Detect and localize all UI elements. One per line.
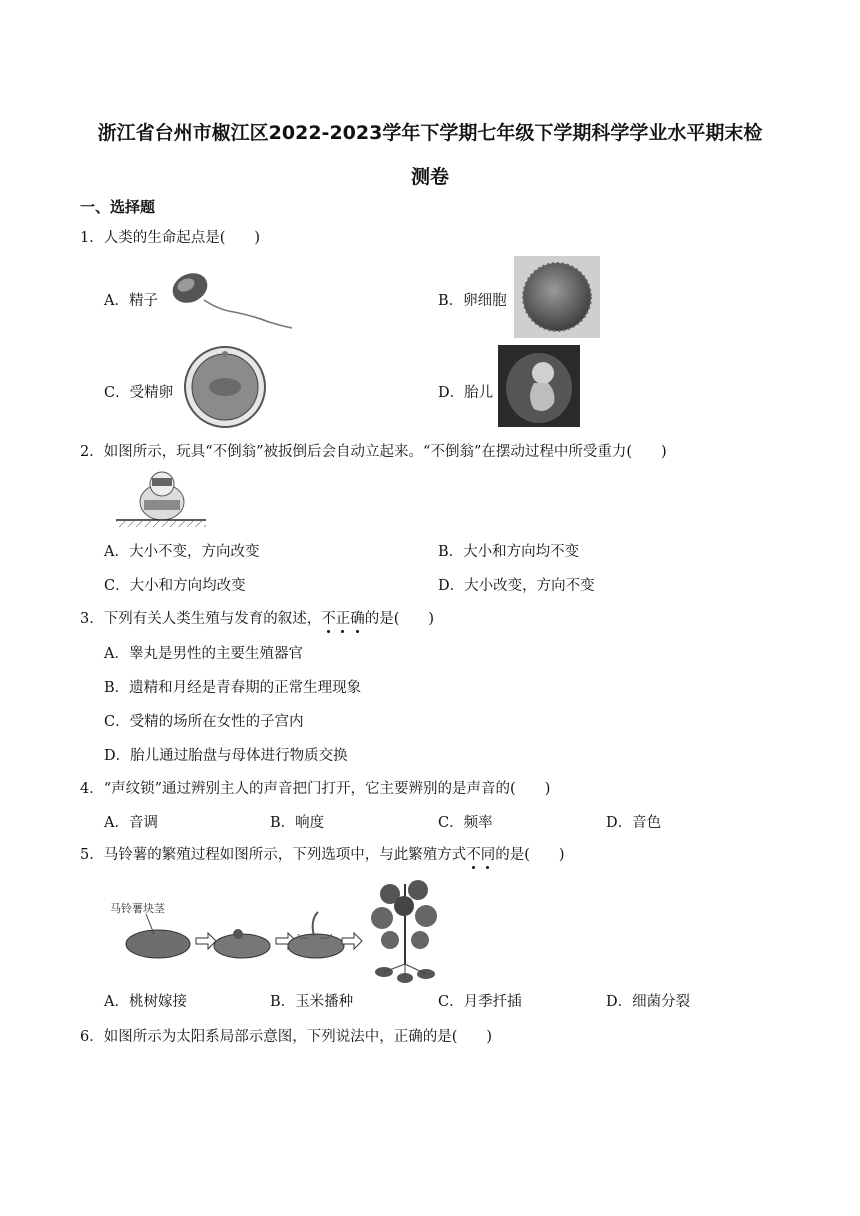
tumbler-toy-image <box>114 464 208 528</box>
q3-stem: 3．下列有关人类生殖与发育的叙述，不正确的是( ) <box>80 607 434 628</box>
exam-title-line2: 测卷 <box>410 166 449 188</box>
emphasis-char: 不 <box>321 607 336 628</box>
q3-option-a: A．睾丸是男性的主要生殖器官 <box>104 646 303 662</box>
q1-option-d: D．胎儿 <box>438 385 494 401</box>
q3-option-d: D．胎儿通过胎盘与母体进行物质交换 <box>104 748 348 764</box>
q3-option-c: C．受精的场所在女性的子宫内 <box>104 714 304 730</box>
q3-option-b: B．遗精和月经是青春期的正常生理现象 <box>104 680 362 696</box>
q2-option-d: D．大小改变，方向不变 <box>438 578 595 594</box>
q4-option-d: D．音色 <box>606 815 662 831</box>
fertilized-egg-image <box>182 345 268 429</box>
q5-option-b: B．玉米播种 <box>270 994 354 1010</box>
q1-option-b: B．卵细胞 <box>438 293 507 309</box>
q1-option-c: C．受精卵 <box>104 385 174 401</box>
fetus-image <box>498 345 580 427</box>
egg-cell-image <box>514 256 600 338</box>
emphasis-char: 正 <box>336 607 351 628</box>
q6-stem: 6．如图所示为太阳系局部示意图，下列说法中，正确的是( ) <box>80 1029 493 1045</box>
q4-option-b: B．响度 <box>270 815 325 831</box>
q5-option-d: D．细菌分裂 <box>606 994 691 1010</box>
emphasis-char: 确 <box>350 607 365 628</box>
section-heading: 一、选择题 <box>80 198 156 216</box>
q1-option-a: A．精子 <box>104 293 158 309</box>
q2-stem: 2．如图所示，玩具“不倒翁”被扳倒后会自动立起来。“不倒翁”在摆动过程中所受重力( ) <box>80 444 667 460</box>
exam-title-line1: 浙江省台州市椒江区2022-2023学年下学期七年级下学期科学学业水平期末检 <box>97 122 763 144</box>
emphasis-char: 同 <box>481 843 496 864</box>
figure-label: 马铃薯块茎 <box>110 902 165 915</box>
q2-option-c: C．大小和方向均改变 <box>104 578 246 594</box>
q5-option-c: C．月季扦插 <box>438 994 522 1010</box>
q4-option-a: A．音调 <box>104 815 158 831</box>
potato-propagation-figure <box>120 874 440 984</box>
q5-option-a: A．桃树嫁接 <box>104 994 187 1010</box>
q4-stem: 4．“声纹锁”通过辨别主人的声音把门打开，它主要辨别的是声音的( ) <box>80 781 551 797</box>
q1-stem: 1．人类的生命起点是( ) <box>80 230 261 246</box>
q5-stem: 5．马铃薯的繁殖过程如图所示，下列选项中，与此繁殖方式不同的是( ) <box>80 843 565 864</box>
emphasis-char: 不 <box>466 843 481 864</box>
q4-option-c: C．频率 <box>438 815 493 831</box>
q2-option-b: B．大小和方向均不变 <box>438 544 580 560</box>
sperm-image <box>164 266 294 330</box>
q2-option-a: A．大小不变，方向改变 <box>104 544 260 560</box>
